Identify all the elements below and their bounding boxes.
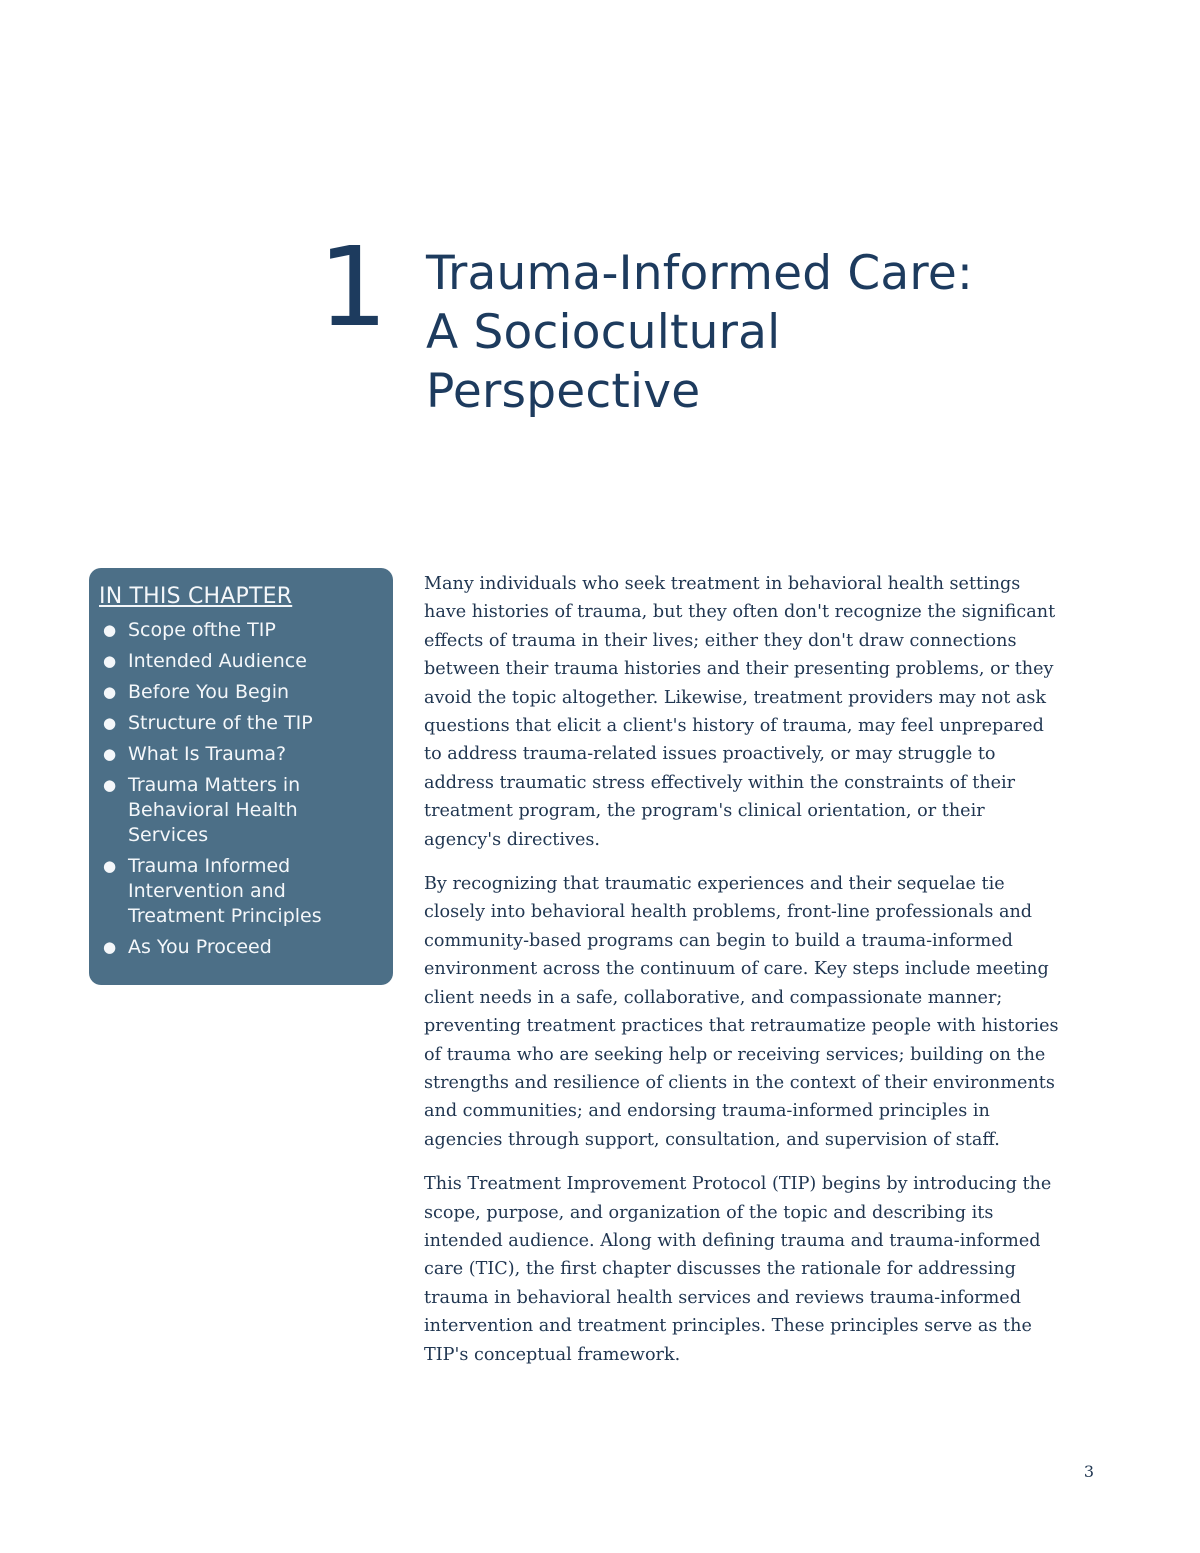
body-paragraph-1: Many individuals who seek treatment in behavioral health settings have histories of trauma, but they often don't recognize the significant effects of trauma in their lives; either they don't draw connections between their trauma histories and their presenting problems, or they avoid the topic altogether. Likewise, treatment providers may not ask questions that elicit a client's history of trauma, may feel unprepared to address trauma-related issues proactively, or may struggle to address traumatic stress effectively within the constraints of their treatment program, the program's clinical orientation, or their agency's directives. <box>424 574 1056 850</box>
list-item-label: Trauma Informed Intervention and Treatment Principles <box>128 855 322 927</box>
chapter-number: 1 <box>318 223 388 351</box>
bullet-icon: ● <box>103 776 117 794</box>
list-item <box>99 935 383 960</box>
list-item-label: Structure of the TIP <box>128 712 313 734</box>
list-item-label: Before You Begin <box>128 681 290 703</box>
list-item <box>99 649 383 674</box>
bullet-icon: ● <box>103 745 117 763</box>
bullet-icon: ● <box>103 683 117 701</box>
bullet-icon: ● <box>103 621 117 639</box>
chapter-title-line-3: Perspective <box>426 364 701 419</box>
list-item-label: Intended Audience <box>128 650 307 672</box>
list-item <box>99 742 383 767</box>
body-paragraph-2: By recognizing that traumatic experiences and their sequelae tie closely into behavioral health problems, front-line professionals and community-based programs can begin to build a trauma-informed environment across the continuum of care. Key steps include meeting client needs in a safe, collaborative, and compassionate manner; preventing treatment practices that retraumatize people with histories of trauma who are seeking help or receiving services; building on the strengths and resilience of clients in the context of their environments and communities; and endorsing trauma-informed principles in agencies through support, consultation, and supervision of staff. <box>424 874 1059 1150</box>
list-item-label: Trauma Matters in Behavioral Health Services <box>128 774 301 846</box>
body-paragraph-3: This Treatment Improvement Protocol (TIP) begins by introducing the scope, purpose, and organization of the topic and describing its intended audience. Along with defining trauma and trauma-informed care (TIC), the first chapter discusses the rationale for addressing trauma in behavioral health services and reviews trauma-informed intervention and treatment principles. These principles serve as the TIP's conceptual framework. <box>424 1174 1052 1365</box>
list-item-label: Scope ofthe TIP <box>128 619 276 641</box>
list-item-label: As You Proceed <box>128 936 272 958</box>
chapter-contents-list <box>99 618 383 960</box>
list-item <box>99 618 383 643</box>
chapter-body <box>424 570 1066 1385</box>
in-this-chapter-heading: IN THIS CHAPTER <box>99 584 293 609</box>
chapter-title <box>426 244 1106 421</box>
chapter-title-line-2: A Sociocultural <box>426 305 781 360</box>
bullet-icon: ● <box>103 714 117 732</box>
in-this-chapter-box <box>89 568 393 985</box>
list-item <box>99 854 358 929</box>
list-item <box>99 773 304 848</box>
chapter-title-line-1: Trauma-Informed Care: <box>426 246 974 301</box>
list-item-label: What Is Trauma? <box>128 743 287 765</box>
list-item <box>99 711 383 736</box>
bullet-icon: ● <box>103 938 117 956</box>
bullet-icon: ● <box>103 652 117 670</box>
bullet-icon: ● <box>103 857 117 875</box>
list-item <box>99 680 383 705</box>
page-number: 3 <box>1083 1462 1094 1481</box>
